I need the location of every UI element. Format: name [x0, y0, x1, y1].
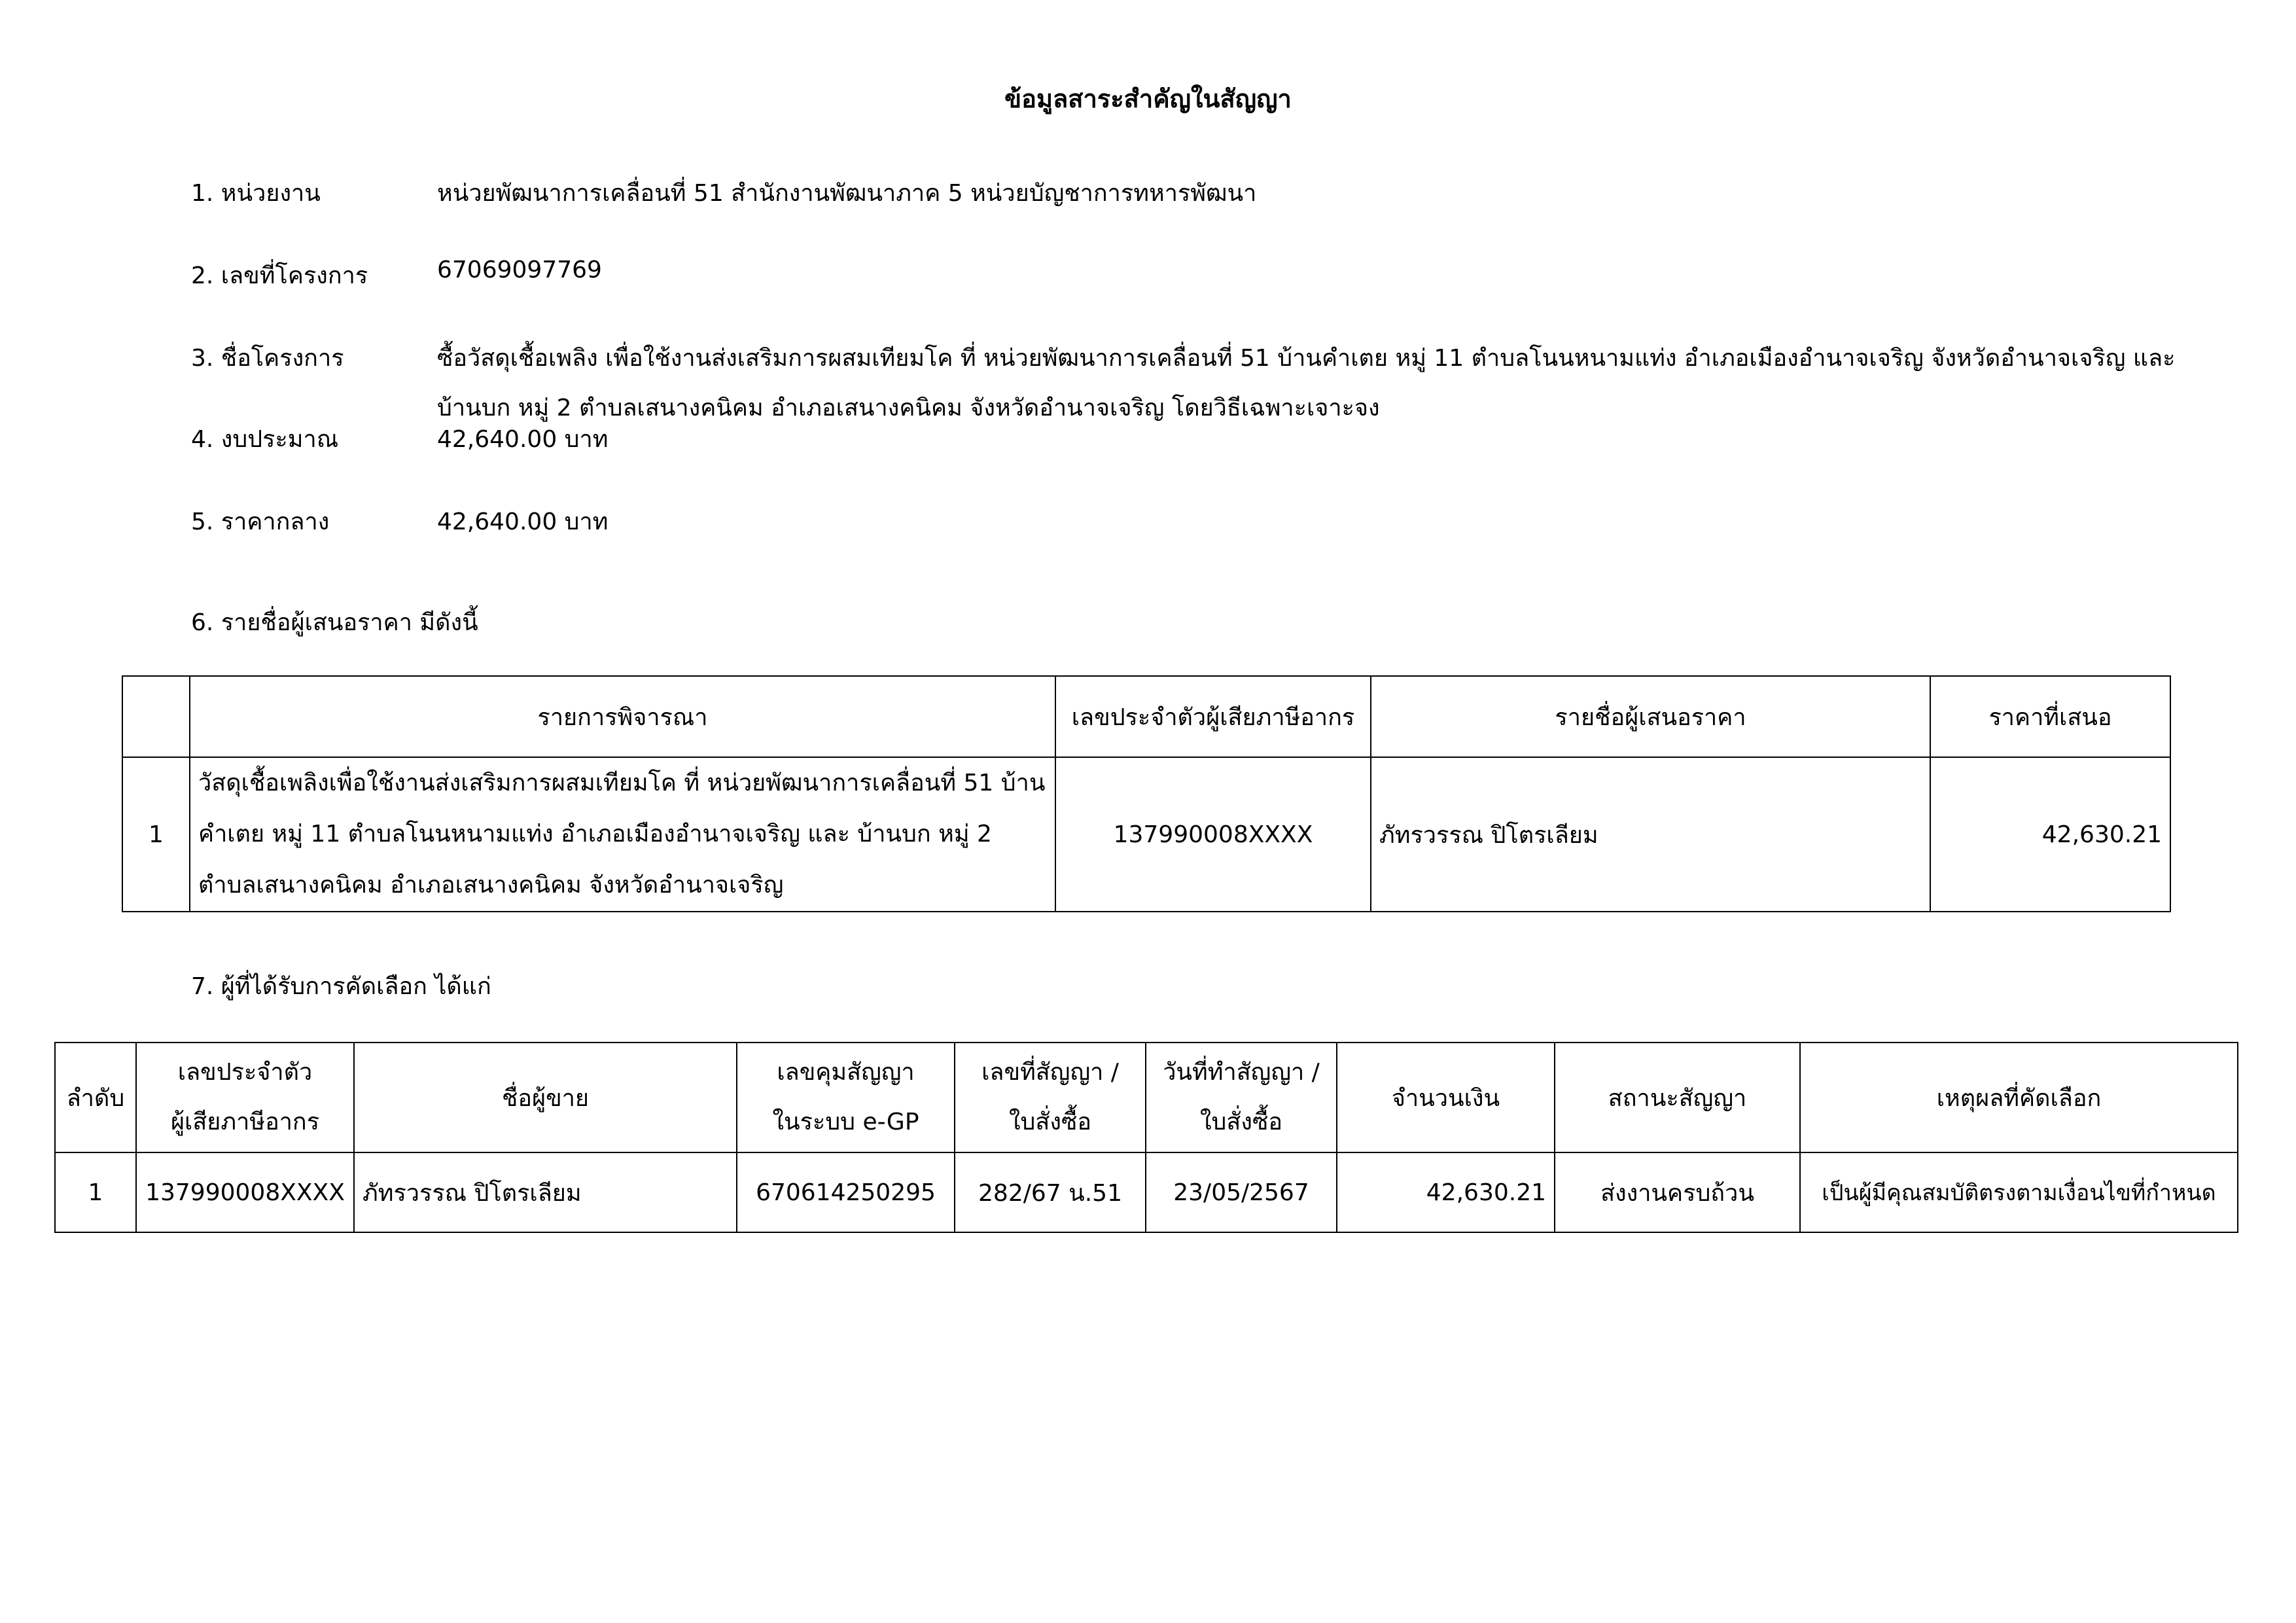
selected-row-egp-number: 670614250295	[737, 1152, 955, 1232]
selected-header-contract-date-line2: ใบสั่งซื้อ	[1199, 1109, 1283, 1135]
bidder-row-item-line: วัสดุเชื้อเพลิงเพื่อใช้งานส่งเสริมการผสมเทียมโค ที่ หน่วยพัฒนาการเคลื่อนที่ 51 บ้าน	[198, 770, 1046, 796]
section-7-heading: 7. ผู้ที่ได้รับการคัดเลือก ได้แก่	[191, 973, 491, 1000]
selected-header-reason	[1800, 1043, 2238, 1152]
bidders-table	[122, 675, 2171, 912]
field-label-project-number: 2. เลขที่โครงการ	[191, 262, 368, 289]
bidder-row-number: 1	[122, 757, 190, 912]
selected-header-contract-no-line2: ใบสั่งซื้อ	[1008, 1109, 1092, 1135]
selected-header-seller	[354, 1043, 737, 1152]
bidders-header-bidder: รายชื่อผู้เสนอราคา	[1371, 676, 1930, 757]
bidders-header-index	[122, 676, 190, 757]
selected-row-amount: 42,630.21	[1337, 1152, 1555, 1232]
selected-header-status-text: สถานะสัญญา	[1608, 1084, 1747, 1112]
selected-header-amount	[1337, 1043, 1555, 1152]
bidder-row-tax-id: 137990008XXXX	[1055, 757, 1371, 912]
bidders-header-price: ราคาที่เสนอ	[1930, 676, 2170, 757]
selected-header-amount-text: จำนวนเงิน	[1391, 1084, 1500, 1112]
bidders-header-item: รายการพิจารณา	[190, 676, 1055, 757]
field-value-agency: หน่วยพัฒนาการเคลื่อนที่ 51 สำนักงานพัฒนาภาค 5 หน่วยบัญชาการทหารพัฒนา	[437, 180, 1257, 207]
selected-row-seller: ภัทรวรรณ ปิโตรเลียม	[354, 1152, 737, 1232]
selected-header-seller-text: ชื่อผู้ขาย	[501, 1084, 590, 1112]
bidder-row-item-line: ตำบลเสนางคนิคม อำเภอเสนางคนิคม จังหวัดอำนาจเจริญ	[198, 872, 784, 899]
bidder-row-price: 42,630.21	[1930, 757, 2170, 912]
section-6-heading: 6. รายชื่อผู้เสนอราคา มีดังนี้	[191, 609, 478, 636]
selected-header-index-text: ลำดับ	[66, 1084, 125, 1112]
selected-header-contract-no-line1: เลขที่สัญญา /	[981, 1059, 1119, 1086]
field-value-median-price: 42,640.00 บาท	[437, 508, 609, 535]
field-label-median-price: 5. ราคากลาง	[191, 508, 330, 535]
selected-header-egp-line1: เลขคุมสัญญา	[777, 1059, 915, 1086]
selected-row-reason: เป็นผู้มีคุณสมบัติตรงตามเงื่อนไขที่กำหนด	[1800, 1152, 2238, 1232]
field-label-agency: 1. หน่วยงาน	[191, 180, 321, 207]
selected-header-reason-text: เหตุผลที่คัดเลือก	[1936, 1084, 2102, 1112]
selected-header-status	[1555, 1043, 1800, 1152]
selected-row-contract-date: 23/05/2567	[1146, 1152, 1337, 1232]
selected-table-header	[55, 1043, 2238, 1152]
field-label-budget: 4. งบประมาณ	[191, 426, 339, 453]
selected-header-tax-id	[136, 1043, 354, 1152]
bidder-row-item	[190, 757, 1055, 912]
table-row	[122, 757, 2170, 912]
selected-header-index	[55, 1043, 136, 1152]
bidder-row-item-line: คำเตย หมู่ 11 ตำบลโนนหนามแท่ง อำเภอเมืองอำนาจเจริญ และ บ้านบก หมู่ 2	[198, 821, 992, 847]
field-value-budget: 42,640.00 บาท	[437, 426, 609, 453]
field-value-project-name-line2: บ้านบก หมู่ 2 ตำบลเสนางคนิคม อำเภอเสนางคนิคม จังหวัดอำนาจเจริญ โดยวิธีเฉพาะเจาะจง	[437, 395, 1380, 421]
selected-row-contract-number: 282/67 น.51	[955, 1152, 1146, 1232]
selected-header-tax-id-line2: ผู้เสียภาษีอากร	[170, 1109, 320, 1135]
field-value-project-name: ซื้อวัสดุเชื้อเพลิง เพื่อใช้งานส่งเสริมการผสมเทียมโค ที่ หน่วยพัฒนาการเคลื่อนที่ 51 บ้านคำเตย หมู่ 11 ตำบลโนนหนามแท่ง อำเภอเมืองอำนาจเจริญ จังหวัดอำนาจเจริญ และ	[437, 345, 2176, 372]
field-value-project-number: 67069097769	[437, 257, 602, 283]
field-label-project-name: 3. ชื่อโครงการ	[191, 345, 344, 372]
bidders-header-tax-id: เลขประจำตัวผู้เสียภาษีอากร	[1055, 676, 1371, 757]
selected-header-tax-id-line1: เลขประจำตัว	[177, 1059, 313, 1086]
bidders-table-header	[122, 676, 2170, 757]
selected-row-tax-id: 137990008XXXX	[136, 1152, 354, 1232]
selected-header-egp-line2: ในระบบ e-GP	[772, 1109, 919, 1135]
table-row	[55, 1152, 2238, 1232]
selected-header-contract-date-line1: วันที่ทำสัญญา /	[1163, 1059, 1320, 1086]
page-title: ข้อมูลสาระสำคัญในสัญญา	[1004, 84, 1292, 113]
bidder-row-bidder-name: ภัทรวรรณ ปิโตรเลียม	[1371, 757, 1930, 912]
selected-header-egp	[737, 1043, 955, 1152]
selected-table	[54, 1042, 2238, 1233]
selected-header-contract-date	[1146, 1043, 1337, 1152]
selected-row-number: 1	[55, 1152, 136, 1232]
selected-header-contract-no	[955, 1043, 1146, 1152]
selected-row-status: ส่งงานครบถ้วน	[1555, 1152, 1800, 1232]
